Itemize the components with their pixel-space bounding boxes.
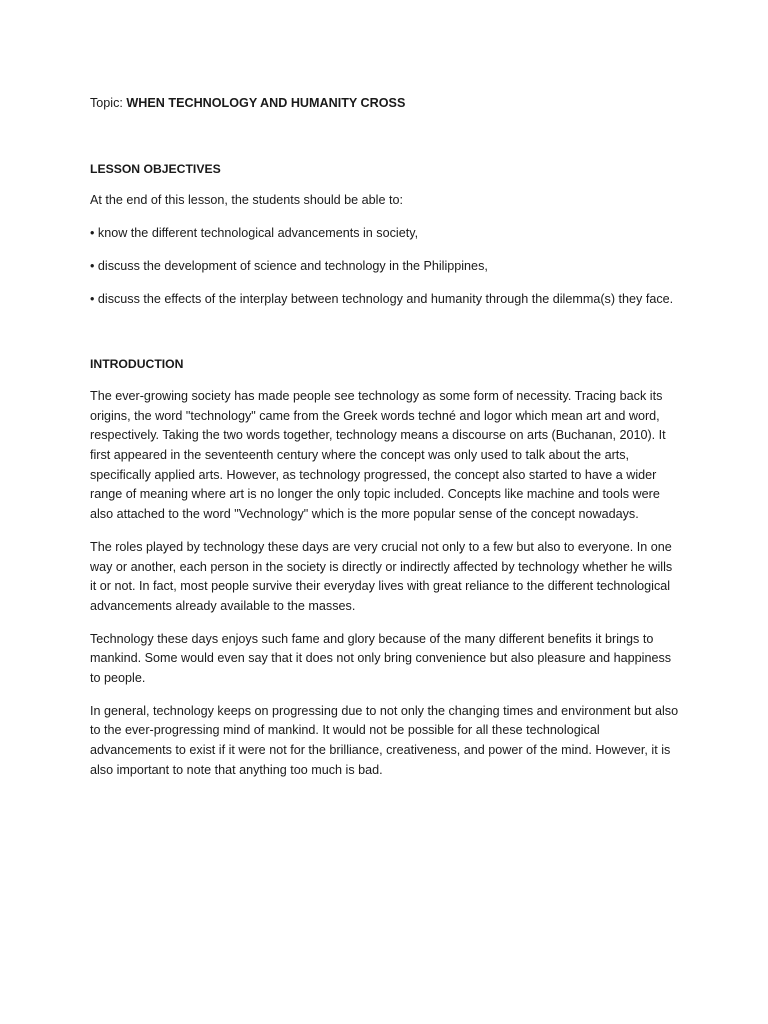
introduction-paragraph-1: The ever-growing society has made people see technology as some form of necessity. Tracing back its origins, the word "technology" came from the Greek words techné and logor which mean art and word, respectively. Taking the two words together, technology means a discourse on arts (Buchanan, 2010). It first appeared in the seventeenth century where the concept was only used to talk about the arts, specifically applied arts. However, as technology progressed, the concept also started to have a wider range of meaning where art is no longer the only topic included. Concepts like machine and tools were also attached to the word "Vechnology" which is the more popular sense of the concept nowadays. bbox=[90, 388, 666, 522]
topic-line bbox=[90, 94, 680, 114]
document-page bbox=[90, 94, 680, 781]
introduction-paragraph-4: In general, technology keeps on progressing due to not only the changing times and environment but also to the ever-progressing mind of mankind. It would not be possible for all these technological advancements to exist if it were not for the brilliance, creativeness, and power of the mind. However, it is also important to note that anything too much is bad. bbox=[90, 703, 679, 777]
topic-title: WHEN TECHNOLOGY AND HUMANITY CROSS bbox=[126, 96, 406, 110]
introduction-heading: INTRODUCTION bbox=[90, 357, 184, 372]
lesson-objectives-heading: LESSON OBJECTIVES bbox=[90, 161, 221, 176]
introduction-paragraph-3: Technology these days enjoys such fame and glory because of the many different benefits it brings to mankind. Some would even say that it does not only bring convenience but also pleasure and happiness to people. bbox=[90, 631, 672, 686]
objective-item-3: • discuss the effects of the interplay between technology and humanity through the dilemma(s) they face. bbox=[90, 291, 674, 306]
topic-label: Topic: bbox=[90, 96, 127, 110]
objectives-intro: At the end of this lesson, the students should be able to: bbox=[90, 193, 403, 208]
objective-item-1: • know the different technological advancements in society, bbox=[90, 226, 419, 241]
objective-item-2: • discuss the development of science and technology in the Philippines, bbox=[90, 258, 488, 273]
introduction-paragraph-2: The roles played by technology these days are very crucial not only to a few but also to everyone. In one way or another, each person in the society is directly or indirectly affected by technology whether he wills it or not. In fact, most people survive their everyday lives with great reliance to the different technological advancements already available to the masses. bbox=[90, 539, 673, 613]
